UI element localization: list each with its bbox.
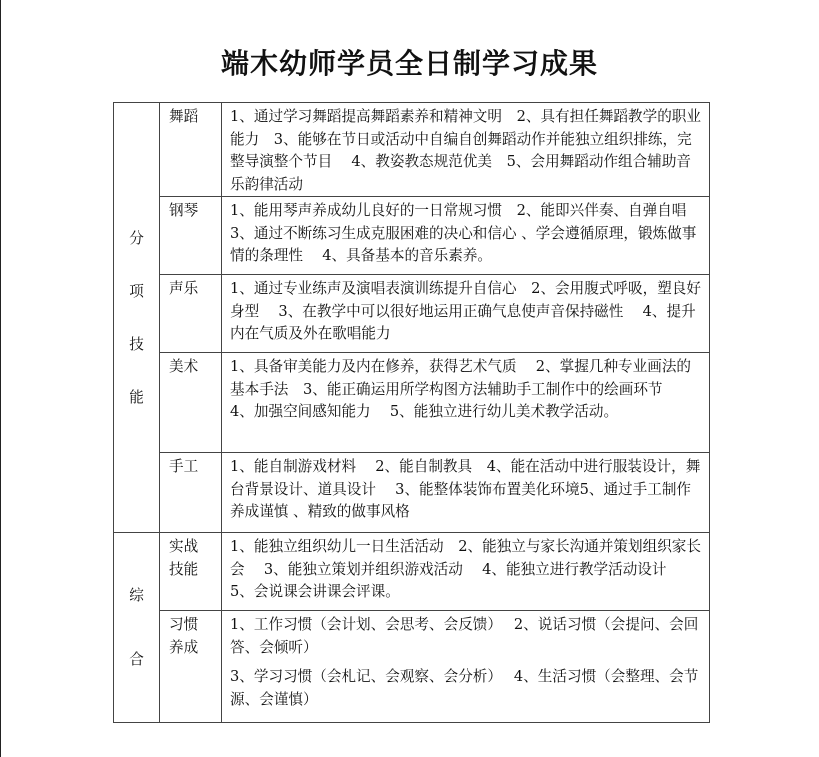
category-cell <box>160 197 222 275</box>
outcome-description-cell <box>222 103 710 197</box>
table-row <box>114 275 710 353</box>
outcome-text: 1、能独立组织幼儿一日生活活动 2、能独立与家长沟通并策划组织家长会 3、能独立策划并组织游戏活动 4、能独立进行教学活动设计 5、会说课会讲课会评课。 <box>230 538 701 600</box>
table-row <box>114 103 710 197</box>
table-row <box>114 533 710 611</box>
outcome-description-cell <box>222 453 710 533</box>
category-cell <box>160 353 222 453</box>
outcome-text: 1、通过专业练声及演唱表演训练提升自信心 2、会用腹式呼吸，塑良好身型 3、在教学中可以很好地运用正确气息使声音保持磁性 4、提升内在气质及外在歌唱能力 <box>230 280 701 342</box>
category-cell <box>160 275 222 353</box>
table-row <box>114 453 710 533</box>
outcome-description-cell <box>222 275 710 353</box>
category-label: 手工 <box>169 458 199 475</box>
category-label: 实战 技能 <box>169 538 199 578</box>
document-title: 端木幼师学员全日制学习成果 <box>220 47 598 80</box>
outcome-description-cell <box>222 197 710 275</box>
table-row <box>114 353 710 453</box>
category-cell <box>160 453 222 533</box>
skills-group-label: 分 项 技 能 <box>129 229 144 406</box>
outcome-description-cell <box>222 611 710 723</box>
outcome-text: 1、能用琴声养成幼儿良好的一日常规习惯 2、能即兴伴奏、自弹自唱 3、通过不断练习生成克服困难的决心和信心 、学会遵循原理，锻炼做事情的条理性 4、具备基本的音乐素养。 <box>230 202 701 264</box>
category-cell <box>160 103 222 197</box>
outcome-text: 1、能自制游戏材料 2、能自制教具 4、能在活动中进行服装设计，舞台背景设计、道具设计 3、能整体装饰布置美化环境5、通过手工制作养成谨慎 、精致的做事风格 <box>230 458 701 520</box>
group-cell <box>114 533 160 723</box>
category-label: 舞蹈 <box>169 108 199 125</box>
table-row <box>114 197 710 275</box>
category-label: 声乐 <box>169 280 199 297</box>
outcome-description-cell <box>222 353 710 453</box>
outcome-text: 3、学习习惯（会札记、会观察、会分析） 4、生活习惯（会整理、会节源、会谨慎） <box>230 668 699 708</box>
category-label: 习惯 养成 <box>169 616 199 656</box>
group-cell <box>114 103 160 533</box>
page-left-border <box>0 0 1 757</box>
outcome-text: 1、具备审美能力及内在修养，获得艺术气质 2、掌握几种专业画法的基本手法 3、能正确运用所学构图方法辅助手工制作中的绘画环节 4、加强空间感知能力 5、能独立进行幼儿美术教学活动。 <box>230 358 692 420</box>
category-cell <box>160 533 222 611</box>
outcome-text: 1、工作习惯（会计划、会思考、会反馈） 2、说话习惯（会提问、会回答、会倾听） <box>230 616 699 656</box>
category-cell <box>160 611 222 723</box>
comprehensive-group-label: 综 合 <box>129 586 144 668</box>
outcome-description-cell <box>222 533 710 611</box>
outcome-text: 1、通过学习舞蹈提高舞蹈素养和精神文明 2、具有担任舞蹈教学的职业能力 3、能够在节日或活动中自编自创舞蹈动作并能独立组织排练，完整导演整个节目 4、教姿教态规范优美 5、会用舞蹈动作组合辅助音乐韵律活动 <box>230 108 701 193</box>
learning-outcomes-table <box>113 102 710 723</box>
category-label: 美术 <box>169 358 199 375</box>
table-row <box>114 611 710 723</box>
category-label: 钢琴 <box>169 202 199 219</box>
